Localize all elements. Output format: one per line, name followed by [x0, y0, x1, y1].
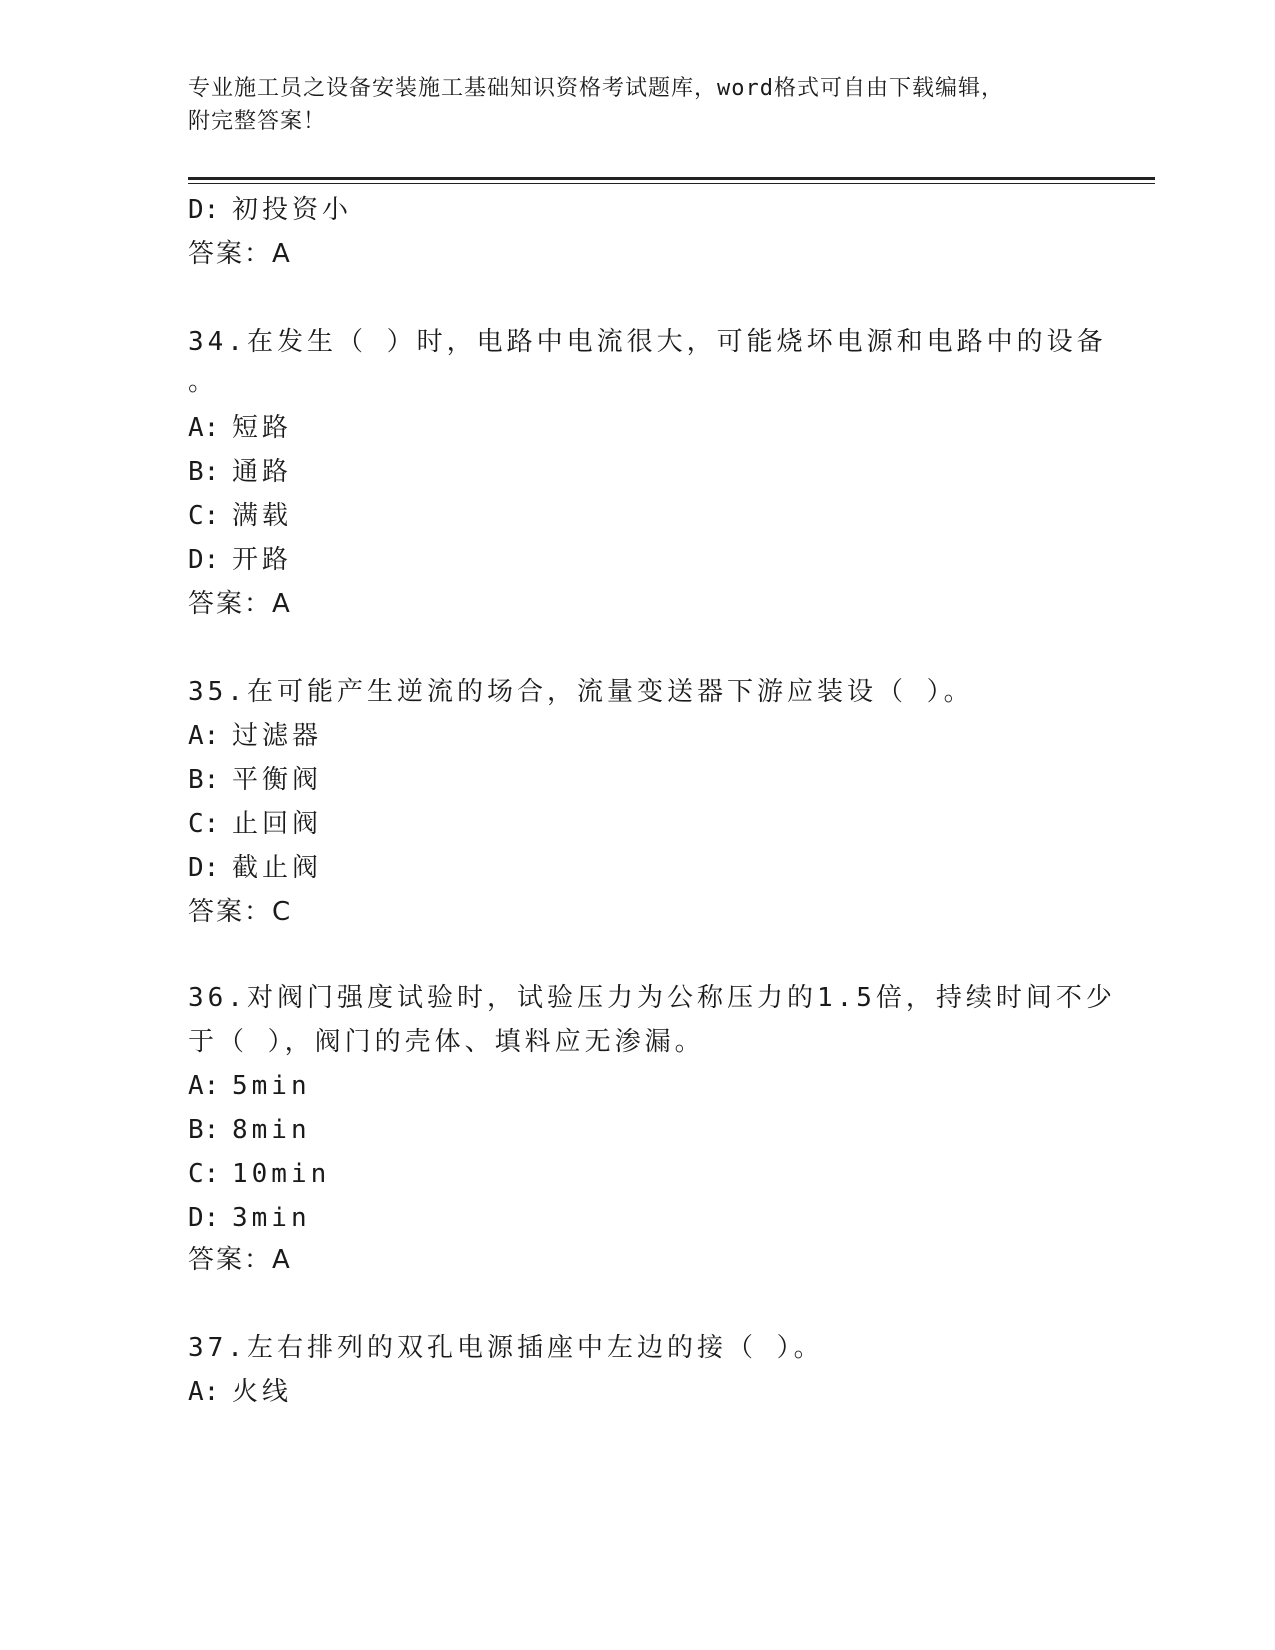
- option-text: 10min: [232, 1159, 331, 1189]
- option-letter: C:: [188, 809, 220, 839]
- option-letter: D:: [188, 1203, 220, 1233]
- option-letter: A:: [188, 1377, 220, 1407]
- option-text: 短路: [232, 413, 293, 443]
- option-letter: C:: [188, 501, 220, 531]
- question-35-answer: 答案：C: [188, 897, 293, 927]
- question-35-stem: 35.在可能产生逆流的场合，流量变送器下游应装设（ ）。: [188, 677, 974, 707]
- question-35-option-d: [188, 852, 322, 884]
- option-letter: A:: [188, 721, 220, 751]
- option-letter: D:: [188, 853, 220, 883]
- question-35-option-a: [188, 720, 322, 752]
- question-36-option-d: [188, 1202, 311, 1234]
- prev-answer: 答案：A: [188, 239, 292, 269]
- question-34-option-d: [188, 544, 292, 576]
- header-title-line-2: 附完整答案！: [188, 109, 327, 134]
- option-text: 通路: [232, 457, 293, 487]
- header-title-line-1: 专业施工员之设备安装施工基础知识资格考试题库，word格式可自由下载编辑，: [188, 76, 1004, 101]
- option-letter: D:: [188, 195, 220, 225]
- option-text: 过滤器: [232, 721, 323, 751]
- option-letter: B:: [188, 765, 220, 795]
- option-text: 8min: [232, 1115, 311, 1145]
- option-letter: C:: [188, 1159, 220, 1189]
- question-37-stem: 37.左右排列的双孔电源插座中左边的接（ ）。: [188, 1333, 824, 1363]
- question-35-option-c: [188, 808, 322, 840]
- option-letter: D:: [188, 545, 220, 575]
- question-36-option-c: [188, 1158, 330, 1190]
- option-text: 止回阀: [232, 809, 323, 839]
- question-34-stem: 34.在发生（ ）时，电路中电流很大，可能烧坏电源和电路中的设备: [188, 327, 1107, 357]
- question-36-stem-cont: 于（ ），阀门的壳体、填料应无渗漏。: [188, 1027, 705, 1057]
- question-36-option-b: [188, 1114, 311, 1146]
- option-text: 开路: [232, 545, 293, 575]
- question-36-stem: 36.对阀门强度试验时，试验压力为公称压力的1.5倍，持续时间不少: [188, 983, 1116, 1013]
- question-34-option-b: [188, 456, 292, 488]
- option-letter: B:: [188, 1115, 220, 1145]
- option-text: 初投资小: [232, 195, 353, 225]
- question-36-option-a: [188, 1070, 311, 1102]
- question-37-option-a: [188, 1376, 292, 1408]
- prev-option-d: [188, 194, 352, 226]
- option-letter: A:: [188, 1071, 220, 1101]
- option-text: 截止阀: [232, 853, 323, 883]
- question-35-option-b: [188, 764, 322, 796]
- option-letter: A:: [188, 413, 220, 443]
- option-letter: B:: [188, 457, 220, 487]
- option-text: 3min: [232, 1203, 311, 1233]
- question-34-answer: 答案：A: [188, 589, 292, 619]
- option-text: 火线: [232, 1377, 293, 1407]
- header-divider-thin: [188, 183, 1155, 184]
- option-text: 平衡阀: [232, 765, 323, 795]
- question-34-option-a: [188, 412, 292, 444]
- question-34-stem-cont: 。: [188, 367, 219, 397]
- header-divider-thick: [188, 177, 1155, 180]
- option-text: 满载: [232, 501, 293, 531]
- page-header: [188, 72, 1088, 138]
- question-36-answer: 答案：A: [188, 1245, 292, 1275]
- question-34-option-c: [188, 500, 292, 532]
- option-text: 5min: [232, 1071, 311, 1101]
